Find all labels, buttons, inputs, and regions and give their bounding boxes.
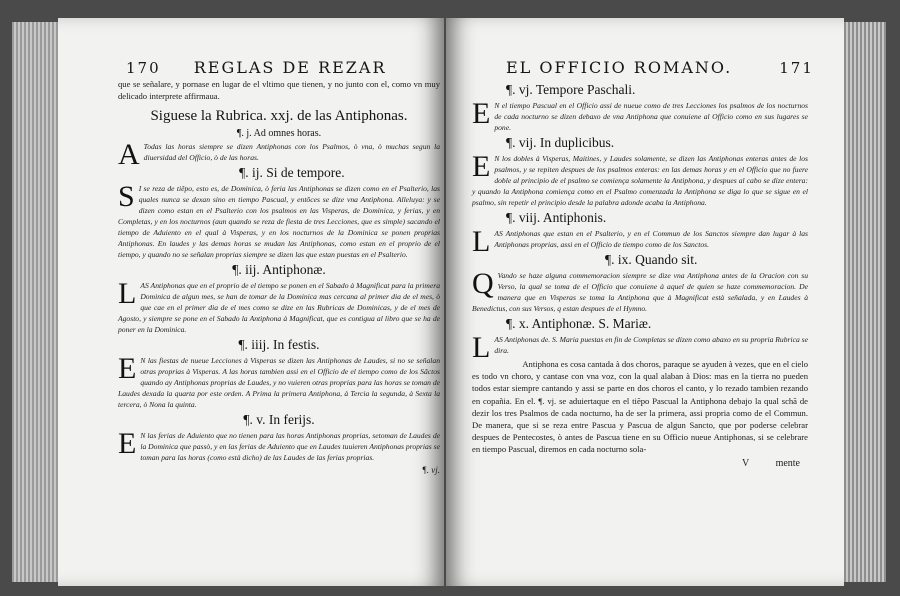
section-text: N las fiestas de nueue Lecciones à Visperas se dizen las Antiphonas de Laudes, si no se señalan otras proprias à Visperas. A las horas tambien assi en el Officio de el tiempo como de los Sãctos quando ay Antiphonas proprias de Laudes, y no vuieren otras proprias para las horas se toman de Laudes dexada la quarta por este orden. A Prima la primera Antiphona, à Tercia la segunda, à Sexta la tercera, ò Nona la quinta.: [118, 356, 440, 410]
drop-cap: L: [472, 225, 491, 258]
section-heading: ¶. ij. Si de tempore.: [239, 165, 345, 181]
left-page: [58, 18, 444, 586]
drop-cap: L: [472, 331, 491, 364]
right-page-edges: [842, 22, 886, 582]
section-body: [472, 331, 808, 364]
section-text: Todas las horas siempre se dizen Antiphonas con los Psalmos, ò vna, ò muchas segun la diuersidad del Officio, ò de las horas.: [143, 142, 440, 163]
section-heading: ¶. v. In ferijs.: [243, 412, 315, 428]
section-heading: ¶. iiij. In festis.: [238, 337, 320, 353]
left-catchword: ¶. vj.: [422, 465, 440, 476]
section-body: [472, 267, 808, 314]
drop-cap: A: [118, 138, 140, 172]
left-head-title: REGLAS DE REZAR: [193, 58, 387, 77]
section-text: N los dobles à Visperas, Maitines, y Laudes solamente, se dizen las Antiphonas enteras antes de los psalmos, y se repiten despues de los psalmos enteras: en las demas horas y en el Officio que no fuere doble al principio de el psalmo se comiença solamente la Antiphona, y despues al cabo se dize entera: y quando la Antiphona comiença como en el Psalmo comenzada la Antiphona se diga lo que se sigue en el psalmo, sin repetir el principio desde la palabra adonde acaba la Antiphona.: [472, 154, 808, 207]
section-heading: ¶. vj. Tempore Paschali.: [506, 82, 636, 97]
drop-cap: E: [472, 97, 491, 130]
drop-cap: L: [118, 277, 137, 311]
section-body: [118, 138, 440, 172]
commentary-paragraph: Antiphona es cosa cantada à dos choros, paraque se ayuden à vezes, que en el cielo es todo vn choro, y cantase con vna voz, con la qual alaban à Dios: mas en la tierra no pueden todos estar siempre cantando y assi se parte en dos choros el canto, y lo rezado tambien rezando en copañia. En el. ¶. vj. se aduiertaque en el tiẽpo Pascual la Antiphona debajo la qual schã de dezir los tres Psalmos de cada nocturno, ha de ser la primera, assi propria como de el Commun. De manera, que si se reza entre Pascua y Pascua de algun Sancto, que por poderse celebrar despues de Pentecostes, ò antes de Pascua tiene en su Officio nueue Antiphonas, si se celebrare en tiempo Pascual, diremos en cada nocturno sola-: [472, 359, 808, 455]
drop-cap: E: [118, 352, 137, 386]
left-page-edges: [12, 22, 60, 582]
right-page: [446, 18, 844, 586]
right-page-number: 171: [779, 59, 814, 77]
section-body: [472, 225, 808, 258]
section-body: [472, 150, 808, 208]
right-head-title: EL OFFICIO ROMANO.: [506, 58, 733, 77]
right-catchword: mente: [775, 457, 800, 469]
right-text-column: [472, 80, 808, 469]
drop-cap: S: [118, 180, 135, 214]
left-intro: que se señalare, y pornase en lugar de el vltimo que tienen, y no junto con el, como vn muy delicado interprete affirmaua.: [118, 79, 440, 102]
section-text: AS Antiphonas que en el proprio de el tiempo se ponen en el Sabado à Magnificat para la primera Dominica de algun mes, se han de tomar de la Dominica mas cercana al primer dia de el mes, ò que cae en el primer dia de el mes como se dize en las Rubricas de Dominicas, y de el mes de Agosto, y siempre se pone en el Sabado la Antiphona à Magnificat, que es contigua al libro que se ha de poner en la Dominica.: [118, 281, 440, 335]
section-text: N el tiempo Pascual en el Officio assi de nueue como de tres Lecciones los psalmos de los nocturnos de cada nocturno se dizen debaxo de vna Antiphona que conuiene al Officio como en sus lugares se pone.: [494, 101, 808, 132]
section-body: [472, 97, 808, 133]
section-text: I se reza de tiẽpo, esto es, de Dominica, ò feria las Antiphonas se dizen como en el Psalterio, las quales nunca se dexan sino en tiempo Pascual, y entõces se dize vna Antiphona. Alleluya: y se dizen como estan en el Psalterio con los psalmos en las Visperas, de Dominica, y ferias, y en Completas, y en los nocturnos (aun quando se reza de fiesta de tres Lecciones, que es simple) sacando el tiempo de Aduiento en el qual à Visperas, y en los nocturnos de la Dominica se ponen proprias Antiphonas. En laudes y las demas horas se mudan las Antiphonas, como estan en el proprio de el tiempo, y quando no se señalan proprias siempre se dizen las que estan puestas en el Psalterio.: [118, 184, 440, 260]
section-body: [118, 277, 440, 335]
right-running-head: [506, 58, 814, 77]
section-heading: ¶. ix. Quando sit.: [604, 252, 698, 267]
signature-mark: V: [742, 457, 750, 469]
section-heading: ¶. j. Ad omnes horas.: [236, 128, 322, 140]
section-text: AS Antiphonas de. S. Maria puestas en fin de Completas se dizen como abaxo en su propria Rubrica se dira.: [494, 335, 808, 355]
section-text: AS Antiphonas que estan en el Psalterio, y en el Commun de los Sanctos siempre dan lugar à las Antiphonas proprias, assi en el Officio de tiempo como de los Sanctos.: [494, 229, 808, 249]
section-heading: ¶. iij. Antiphonæ.: [232, 262, 326, 278]
left-page-number: 170: [126, 59, 161, 77]
section-text: N las ferias de Aduiento que no tienen para las horas Antiphonas proprias, setoman de Laudes de la Dominica que passò, y en las ferias de Aduiento que en Laudes tuuieren Antiphonas proprias se toman para las horas (como està dicho) de las Laudes de las ferias proprias.: [140, 431, 440, 463]
section-body: [118, 180, 440, 260]
drop-cap: E: [118, 427, 137, 461]
right-footer: [472, 458, 808, 469]
drop-cap: Q: [472, 267, 494, 300]
left-running-head: [126, 58, 387, 77]
left-text-column: [118, 78, 440, 475]
section-body: [118, 427, 440, 463]
drop-cap: E: [472, 150, 491, 183]
section-heading: ¶. vij. In duplicibus.: [506, 135, 615, 150]
section-text: Vando se haze alguna commemoracion siempre se dize vna Antiphona antes de la Oracion con su Verso, la qual se toma de el Officio que conuiene à aquel de quien se haze commemoracion. De manera que en Visperas se toma la Antiphona que à Magnificat està señalada, y en Laudes à Benedictus, con sus Versos, q estan despues de el Hymno.: [472, 271, 808, 313]
section-heading: ¶. x. Antiphonæ. S. Mariæ.: [506, 316, 652, 331]
left-rubric-title: Siguese la Rubrica. xxj. de las Antiphonas.: [150, 108, 408, 125]
section-heading: ¶. viij. Antiphonis.: [506, 210, 607, 225]
section-body: [118, 352, 440, 410]
